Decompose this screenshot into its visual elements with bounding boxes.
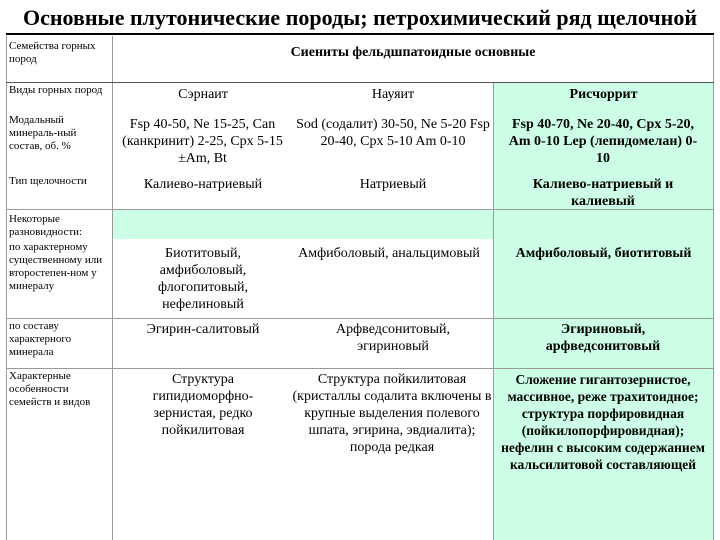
grid-line [713, 36, 714, 540]
features-sernait: Структура гипидиоморфно-зернистая, редко пойкилитовая [152, 372, 254, 438]
grid-line [112, 36, 113, 540]
alkalinity-rischorrit: Калиево-натриевый и калиевый [532, 177, 674, 209]
features-rischorrit: Сложение гигантозернистое, массивное, реже трахитоидное; структура порфировидная (пойкилопорфировидная); нефелин с высоким содержанием кальсилитовой составляющей [501, 372, 705, 472]
species-sernait: Сэрнаит [178, 87, 228, 102]
species-rischorrit: Рисчоррит [569, 87, 638, 102]
features-nauyait: Структура пойкилитовая (кристаллы содалита включены в крупные выделения полевого шпата, эгирина, эвдиалита); порода редкая [292, 372, 492, 455]
family-header: Сиениты фельдшпатоидные основные [290, 45, 536, 60]
by-composition-rischorrit: Эгириновый, арфведсонитовый [545, 322, 661, 354]
by-composition-sernait: Эгирин-салитовый [146, 322, 260, 337]
title-underline [6, 33, 714, 35]
grid-line [6, 368, 714, 369]
grid-line [6, 318, 714, 319]
alkalinity-sernait: Калиево-натриевый [143, 177, 263, 192]
by-composition-nauyait: Арфведсонитовый, эгириновый [335, 322, 450, 354]
species-nauyait: Науяит [371, 87, 415, 102]
page-title: Основные плутонические породы; петрохимический ряд щелочной [22, 5, 698, 30]
row-label-by-composition: по составу характерного минерала [9, 320, 72, 358]
by-mineral-nauyait: Амфиболовый, анальцимовый [298, 246, 480, 261]
highlight-varieties-band [113, 209, 493, 239]
row-label-modal-composition: Модальный минераль-ный состав, об. % [9, 114, 77, 152]
row-label-features: Характерные особенности семейств и видов [9, 370, 91, 408]
alkalinity-nauyait: Натриевый [359, 177, 427, 192]
row-label-families: Семейства горных пород [9, 40, 96, 65]
row-label-alkalinity: Тип щелочности [9, 175, 87, 187]
modal-nauyait: Sod (содалит) 30-50, Ne 5-20 Fsp 20-40, Cpx 5-10 Am 0-10 [296, 117, 490, 149]
grid-line [6, 82, 714, 83]
by-mineral-rischorrit: Амфиболовый, биотитовый [515, 246, 692, 261]
by-mineral-sernait: Биотитовый, амфиболовый, флогопитовый, нефелиновый [157, 246, 249, 312]
modal-sernait: Fsp 40-50, Ne 15-25, Can (канкринит) 2-25, Cpx 5-15 ±Am, Bt [122, 117, 283, 166]
row-label-species: Виды горных пород [9, 84, 103, 96]
row-label-by-mineral: по характерному существенному или второстепен-ном у минералу [9, 241, 103, 292]
row-label-varieties: Некоторые разновидности: [9, 213, 83, 238]
grid-line [6, 36, 7, 540]
grid-line [493, 82, 494, 540]
modal-rischorrit: Fsp 40-70, Ne 20-40, Cpx 5-20, Am 0-10 Lep (лепидомелан) 0-10 [508, 117, 698, 166]
